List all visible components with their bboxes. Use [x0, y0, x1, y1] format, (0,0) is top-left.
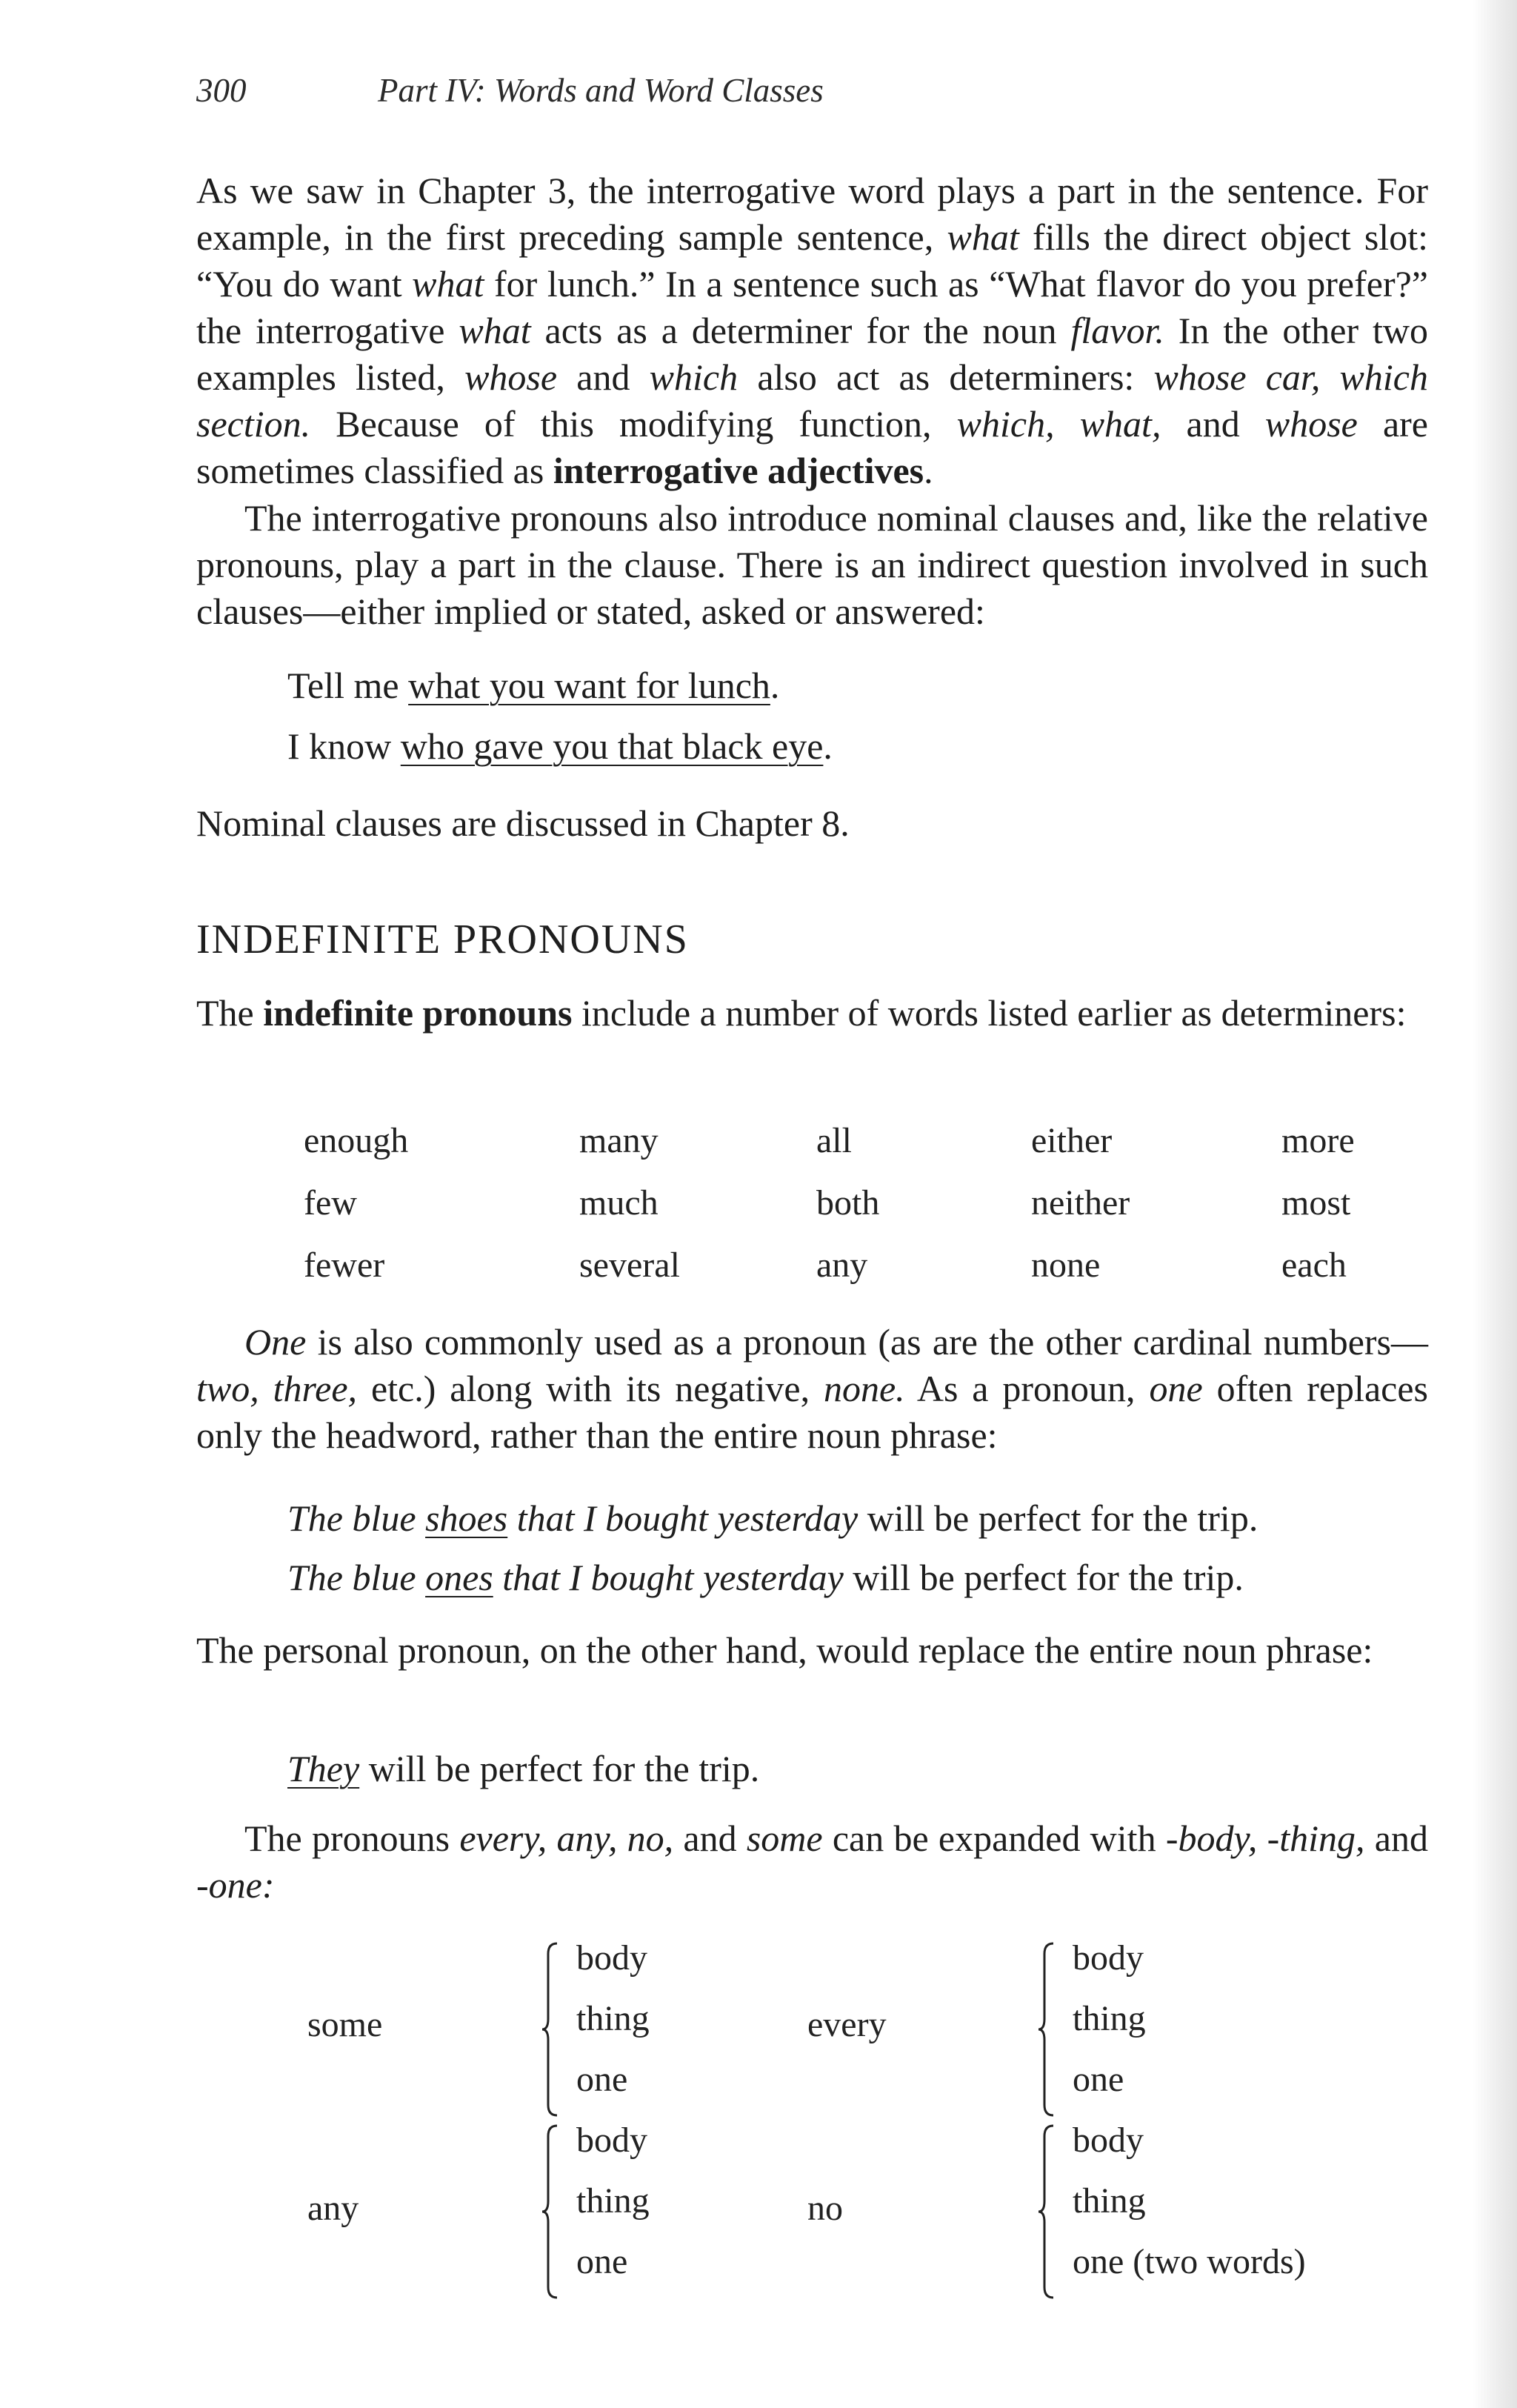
suffix-word: body	[576, 2121, 647, 2160]
text-run: acts as a determiner for the noun	[530, 310, 1071, 351]
section-heading: INDEFINITE PRONOUNS	[196, 917, 689, 962]
root-word: no	[807, 2189, 843, 2228]
suffix-word: one	[576, 2060, 628, 2099]
brace-icon	[1037, 2124, 1056, 2299]
paragraph-one-pronoun	[196, 1319, 1428, 1459]
suffix-word: one	[576, 2242, 628, 2281]
underlined-clause: who gave you that black eye	[400, 725, 824, 767]
paragraph-indefinite-intro	[196, 990, 1428, 1037]
text-run: As a pronoun,	[904, 1368, 1150, 1409]
brace-icon	[1037, 1942, 1056, 2117]
italic-term: which, what,	[956, 403, 1161, 445]
italic-term: which	[649, 356, 739, 398]
brace-icon	[541, 2124, 560, 2299]
list-item: few	[304, 1183, 357, 1223]
bold-term: interrogative adjectives	[553, 450, 924, 491]
page-number: 300	[196, 72, 247, 109]
text-run: for lunch.” In a sentence such as “What flavor do you prefer?” the interrogative	[196, 263, 1428, 351]
paragraph-interrogative-words	[196, 167, 1428, 494]
underlined-clause: what you want for lunch	[408, 665, 770, 706]
list-item: all	[816, 1121, 852, 1160]
suffix-word: thing	[1073, 1999, 1146, 2038]
page-edge-shadow	[1473, 0, 1517, 2408]
text-run: will be perfect for the trip.	[843, 1557, 1244, 1598]
text-run: .	[823, 725, 833, 767]
list-item: neither	[1031, 1183, 1130, 1223]
text-run: As we saw in Chapter 3, the interrogative word plays a part in the sentence. For example, in the first preceding sample sentence,	[196, 170, 1428, 258]
suffix-word: body	[1073, 1938, 1144, 1978]
italic-term: whose car, which section.	[196, 356, 1428, 445]
list-item: enough	[304, 1121, 409, 1160]
list-item: each	[1281, 1245, 1347, 1285]
list-item: several	[579, 1245, 680, 1285]
text-run: often replaces only the headword, rather than the entire noun phrase:	[196, 1368, 1428, 1456]
italic-term: -body, -thing,	[1165, 1817, 1365, 1859]
italic-term: what	[412, 263, 484, 305]
root-word: every	[807, 2005, 887, 2044]
text-run: also act as determiners:	[738, 356, 1154, 398]
paragraph-compound-pronouns	[196, 1815, 1428, 1909]
italic-term: one	[1149, 1368, 1203, 1409]
list-item: any	[816, 1245, 868, 1285]
text-run: and	[1364, 1817, 1428, 1859]
list-item: none	[1031, 1245, 1101, 1285]
italic-phrase: that I bought yesterday	[493, 1557, 844, 1598]
text-run: will be perfect for the trip.	[359, 1748, 760, 1789]
text-run: .	[770, 665, 780, 706]
text-run: is also commonly used as a pronoun (as are the other cardinal numbers—	[306, 1321, 1428, 1363]
running-title: Part IV: Words and Word Classes	[378, 72, 824, 109]
brace-icon	[541, 1942, 560, 2117]
text-run: In the other two examples listed,	[196, 310, 1429, 398]
text-run: include a number of words listed earlier as determiners:	[572, 992, 1407, 1034]
italic-term: some	[746, 1817, 823, 1859]
text-run: Tell me	[287, 665, 409, 706]
example-sentence	[287, 1497, 1258, 1540]
root-word: any	[307, 2189, 359, 2228]
suffix-word: thing	[576, 1999, 650, 2038]
text-run: fills the direct object slot: “You do want	[196, 216, 1428, 305]
text-run: The	[196, 992, 264, 1034]
suffix-word: body	[1073, 2121, 1144, 2160]
text-run: .	[924, 450, 933, 491]
list-item: either	[1031, 1121, 1113, 1160]
italic-phrase: The blue	[287, 1557, 426, 1598]
example-sentence	[287, 725, 833, 768]
example-sentence	[287, 1556, 1244, 1599]
example-sentence	[287, 1747, 759, 1790]
text-run: and	[1161, 403, 1265, 445]
italic-term: whose	[464, 356, 558, 398]
italic-term: One	[244, 1321, 307, 1363]
running-head	[196, 71, 824, 110]
italic-term: none.	[823, 1368, 905, 1409]
italic-phrase: The blue	[287, 1497, 426, 1539]
text-run: etc.) along with its negative,	[357, 1368, 824, 1409]
paragraph-personal-pronoun: The personal pronoun, on the other hand, would replace the entire noun phrase:	[196, 1629, 1373, 1671]
italic-term: flavor.	[1070, 310, 1164, 351]
italic-term: -one:	[196, 1864, 275, 1906]
list-item: most	[1281, 1183, 1351, 1223]
italic-term: what	[459, 310, 531, 351]
italic-term: every, any, no,	[459, 1817, 674, 1859]
italic-term: two, three,	[196, 1368, 358, 1409]
example-sentence	[287, 664, 779, 707]
paragraph-nominal-clauses: The interrogative pronouns also introduce nominal clauses and, like the relative pronouns, play a part in the clause. There is an indirect question involved in such clauses—either implied or stated, asked or answered:	[196, 497, 1428, 632]
suffix-word: thing	[1073, 2181, 1146, 2221]
root-word: some	[307, 2005, 383, 2044]
text-run: will be perfect for the trip.	[858, 1497, 1258, 1539]
underlined-headword: ones	[425, 1557, 493, 1598]
paragraph-chapter-reference: Nominal clauses are discussed in Chapter 8.	[196, 802, 850, 844]
underlined-pronoun: They	[287, 1748, 360, 1789]
list-item: both	[816, 1183, 880, 1223]
text-run: are sometimes classified as	[196, 403, 1428, 491]
text-run: and	[557, 356, 650, 398]
text-run: The pronouns	[244, 1817, 460, 1859]
list-item: fewer	[304, 1245, 385, 1285]
italic-phrase: that I bought yesterday	[507, 1497, 858, 1539]
italic-term: whose	[1264, 403, 1358, 445]
underlined-headword: shoes	[425, 1497, 508, 1539]
text-run: and	[673, 1817, 747, 1859]
suffix-word: body	[576, 1938, 647, 1978]
italic-term: what	[947, 216, 1019, 258]
text-run: I know	[287, 725, 401, 767]
bold-term: indefinite pronouns	[263, 992, 573, 1034]
text-run: Because of this modifying function,	[310, 403, 957, 445]
list-item: much	[579, 1183, 659, 1223]
list-item: more	[1281, 1121, 1355, 1160]
list-item: many	[579, 1121, 659, 1160]
suffix-word: thing	[576, 2181, 650, 2221]
suffix-word: one	[1073, 2060, 1124, 2099]
text-run: can be expanded with	[822, 1817, 1166, 1859]
suffix-word: one (two words)	[1073, 2242, 1306, 2281]
